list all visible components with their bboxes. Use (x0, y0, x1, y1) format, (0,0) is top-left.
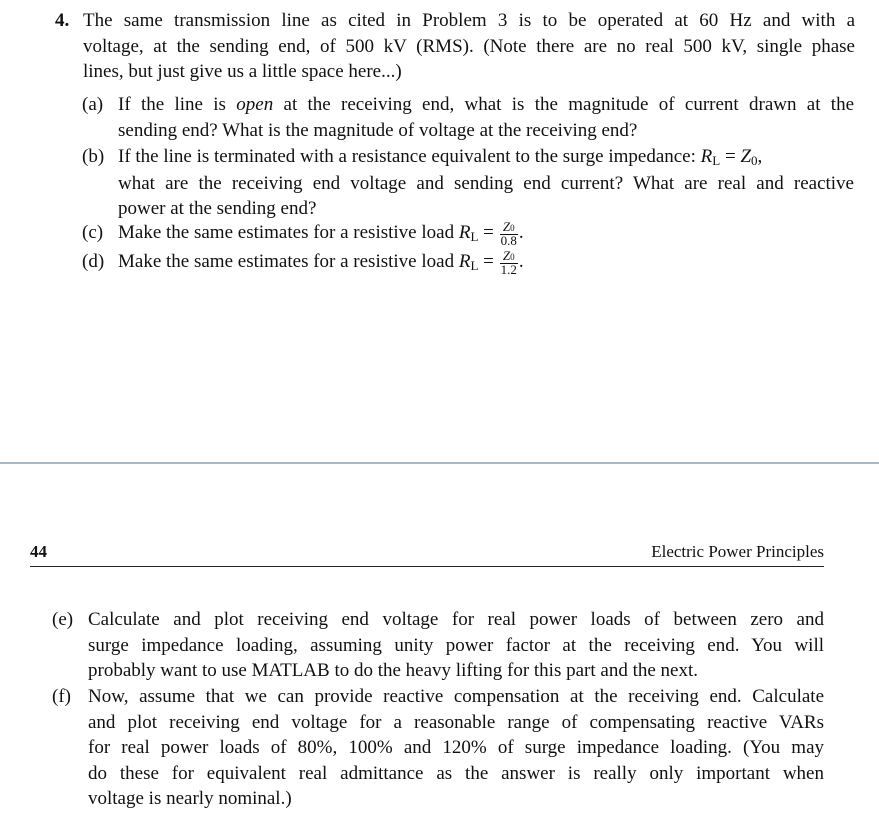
math-equals: = (720, 146, 741, 167)
problem-intro-line: lines, but just give us a little space here...) (83, 61, 402, 82)
text-run: Make the same estimates for a resistive load (118, 222, 459, 243)
text-run: If the line is terminated with a resistance equivalent to the surge impedance: (118, 146, 701, 167)
subpart-a (82, 92, 854, 143)
frac-denominator: 1.2 (500, 261, 517, 277)
subpart-line: Now, assume that we can provide reactive compensation at the receiving end. Calculate (88, 686, 824, 707)
subpart-line (118, 92, 854, 118)
subpart-b (82, 144, 854, 222)
math-R: R (700, 146, 713, 167)
math-R: R (458, 251, 471, 272)
subpart-line: sending end? What is the magnitude of voltage at the receiving end? (118, 119, 638, 141)
subpart-label: (c) (82, 222, 104, 243)
problem-intro-line: voltage, at the sending end, of 500 kV (RMS). (Note there are no real 500 kV, single phase (83, 35, 855, 57)
subpart-line: for real power loads of 80%, 100% and 120% of surge impedance loading. (You may (88, 737, 824, 758)
subpart-line: and plot receiving end voltage for a reasonable range of compensating reactive VARs (88, 711, 824, 733)
frac-subscript: 0 (510, 251, 515, 262)
subpart-line: voltage is nearly nominal.) (88, 788, 292, 809)
math-equals: = (478, 251, 499, 272)
text-run: Make the same estimates for a resistive load (118, 251, 459, 272)
subpart-line: do these for equivalent real admittance as the answer is really only important when (88, 762, 824, 784)
math-R: R (458, 222, 471, 243)
subpart-line: power at the sending end? (118, 198, 317, 219)
math-subscript: L (470, 229, 479, 244)
math-subscript: 0 (751, 153, 758, 168)
subpart-d (82, 249, 854, 276)
subpart-line: surge impedance loading, assuming unity power factor at the receiving end. You will (88, 634, 824, 656)
frac-numerator: Z (502, 247, 511, 263)
text-run: at the receiving end, what is the magnitude of current drawn at the (273, 94, 855, 115)
frac-numerator: Z (502, 218, 511, 234)
math-subscript: L (470, 258, 479, 273)
subpart-line: what are the receiving end voltage and sending end current? What are real and reactive (118, 172, 854, 194)
problem-intro-line: The same transmission line as cited in Problem 3 is to be operated at 60 Hz and with a (83, 10, 855, 31)
math-Z: Z (740, 146, 752, 167)
subpart-e (52, 607, 824, 684)
frac-subscript: 0 (510, 222, 515, 233)
subpart-label: (d) (82, 251, 105, 272)
math-equals: = (478, 222, 499, 243)
subpart-label: (f) (52, 686, 71, 707)
subpart-line: probably want to use MATLAB to do the heavy lifting for this part and the next. (88, 660, 698, 681)
problem-number: 4. (55, 10, 70, 31)
text-run: If the line is (118, 94, 237, 115)
emphasis-open: open (236, 94, 274, 115)
subpart-line: Calculate and plot receiving end voltage for real power loads of between zero and (88, 609, 824, 630)
subpart-label: (a) (82, 94, 104, 115)
problem-4 (55, 8, 855, 85)
page-divider (0, 462, 879, 464)
page-number: 44 (30, 542, 47, 561)
math-subscript: L (712, 153, 721, 168)
fraction (500, 247, 518, 277)
period: . (518, 251, 524, 272)
running-title: Electric Power Principles (651, 542, 824, 561)
fraction (500, 218, 518, 248)
frac-denominator: 0.8 (500, 232, 517, 248)
subpart-label: (e) (52, 609, 74, 630)
header-rule (30, 566, 824, 567)
math-comma: , (757, 146, 763, 167)
subpart-line (118, 144, 854, 171)
period: . (518, 222, 524, 243)
subpart-f (52, 684, 824, 812)
subpart-c (82, 220, 854, 247)
subpart-label: (b) (82, 146, 105, 167)
